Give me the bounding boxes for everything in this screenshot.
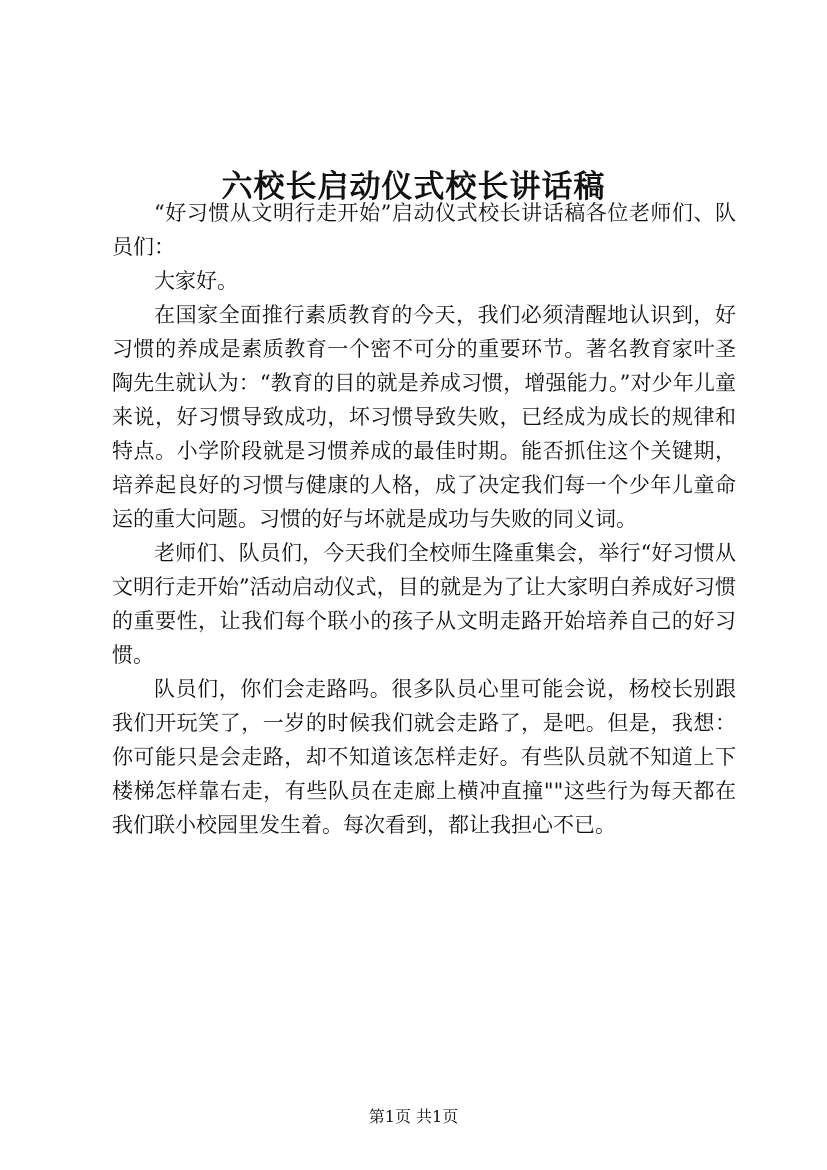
paragraph-walking: 队员们，你们会走路吗。很多队员心里可能会说，杨校长别跟我们开玩笑了，一岁的时候我们就会走路了，是吧。但是，我想：你可能只是会走路，却不知道该怎样走好。有些队员就不知道上下楼梯怎样靠右走，有些队员在走廊上横冲直撞""这些行为每天都在我们联小校园里发生着。每次看到，都让我担心不已。 [112, 677, 736, 837]
document-body [112, 196, 736, 842]
page-title: 六校长启动仪式校长讲话稿 [221, 168, 606, 205]
page-footer: 第1页 共1页 [368, 1107, 459, 1126]
paragraph-hello: 大家好。 [154, 269, 238, 293]
paragraph-ceremony: 老师们、队员们，今天我们全校师生隆重集会，举行“好习惯从文明行走开始”活动启动仪式，目的就是为了让大家明白养成好习惯的重要性，让我们每个联小的孩子从文明走路开始培养自己的好习惯。 [112, 541, 736, 667]
paragraph-quality-education: 在国家全面推行素质教育的今天，我们必须清醒地认识到，好习惯的养成是素质教育一个密不可分的重要环节。著名教育家叶圣陶先生就认为：“教育的目的就是养成习惯，增强能力。”对少年儿童来说，好习惯导致成功，坏习惯导致失败，已经成为成长的规律和特点。小学阶段就是习惯养成的最佳时期。能否抓住这个关键期，培养起良好的习惯与健康的人格，成了决定我们每一个少年儿童命运的重大问题。习惯的好与坏就是成功与失败的同义词。 [112, 303, 736, 531]
paragraph-greeting-heading: “好习惯从文明行走开始”启动仪式校长讲话稿各位老师们、队员们： [112, 201, 736, 259]
